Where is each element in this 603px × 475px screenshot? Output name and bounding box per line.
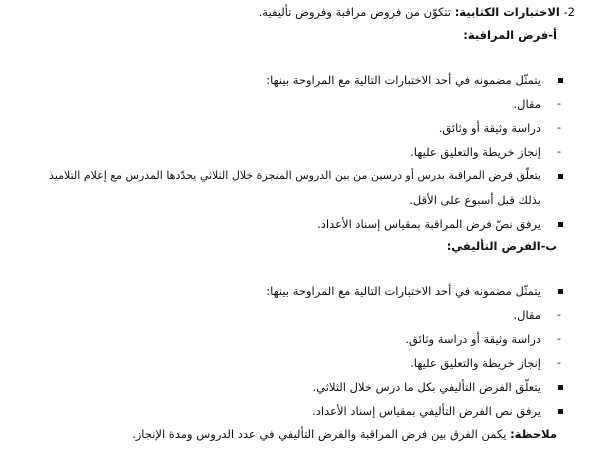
part-b-option-1: مقال. bbox=[513, 308, 541, 322]
part-a-option-2: دراسة وثيقة أو وثائق. bbox=[438, 121, 541, 135]
part-a-bullet2-line1: يتعلّق فرض المراقبة بدرس أو درسين من بين الدروس المنجزة خلال الثلاثي يحدّدها المدرس مع إعلام التلاميذ bbox=[49, 169, 541, 182]
part-a-bullet2-line bbox=[0, 166, 603, 186]
part-b-bullet1-line bbox=[0, 281, 603, 301]
dash-icon: - bbox=[557, 121, 561, 134]
dash-icon: - bbox=[557, 356, 561, 369]
part-b-option-2-line bbox=[0, 329, 603, 349]
part-b-option-3: إنجاز خريطة والتعليق عليها. bbox=[410, 356, 541, 370]
part-b-option-1-line bbox=[0, 305, 603, 325]
part-a-bullet1: يتمثّل مضمونه في أحد الاختبارات التالية مع المراوحة بينها: bbox=[266, 73, 541, 87]
part-a-option-3-line bbox=[0, 142, 603, 162]
bullet-icon bbox=[558, 281, 563, 301]
note-line bbox=[0, 424, 603, 444]
section-number: 2- bbox=[563, 5, 575, 19]
dash-icon: - bbox=[557, 332, 561, 345]
part-b-option-2: دراسة وثيقة أو دراسة وثائق. bbox=[405, 332, 541, 346]
part-b-option-3-line bbox=[0, 353, 603, 373]
part-b-bullet2: يتعلّق الفرض التأليفي بكل ما درس خلال الثلاثي. bbox=[312, 380, 541, 394]
part-b-bullet3-line bbox=[0, 401, 603, 421]
bullet-icon bbox=[558, 401, 563, 421]
section-line bbox=[0, 2, 603, 22]
bullet-icon bbox=[558, 70, 563, 90]
part-a-bullet2-line2: بذلك قبل أسبوع على الأقل. bbox=[409, 193, 541, 207]
dash-icon: - bbox=[557, 145, 561, 158]
part-a-heading: أ-فرض المراقبة: bbox=[463, 28, 557, 42]
part-a-bullet2-cont-line bbox=[0, 190, 603, 210]
dash-icon: - bbox=[557, 97, 561, 110]
part-b-heading-line bbox=[0, 236, 603, 256]
part-a-option-1: مقال. bbox=[513, 97, 541, 111]
part-a-option-3: إنجاز خريطة والتعليق عليها. bbox=[410, 145, 541, 159]
part-a-bullet3: يرفق نصّ فرض المراقبة بمقياس إسناد الأعداد. bbox=[317, 217, 541, 231]
part-a-heading-line bbox=[0, 25, 603, 45]
part-a-bullet1-line bbox=[0, 70, 603, 90]
bullet-icon bbox=[558, 166, 563, 186]
part-a-option-1-line bbox=[0, 94, 603, 114]
part-b-bullet3: يرفق نص الفرض التأليفي بمقياس إسناد الأعداد. bbox=[312, 404, 541, 418]
bullet-glyph-reference: ■ bbox=[0, 0, 1, 1]
dash-icon: - bbox=[557, 308, 561, 321]
part-b-bullet2-line bbox=[0, 377, 603, 397]
bullet-icon bbox=[558, 377, 563, 397]
part-a-bullet3-line bbox=[0, 214, 603, 234]
part-b-bullet1: يتمثّل مضمونه في أحد الاختبارات التالية مع المراوحة بينها: bbox=[266, 284, 541, 298]
part-a-option-2-line bbox=[0, 118, 603, 138]
section-title: الاختبارات الكتابية: bbox=[454, 5, 560, 19]
note-label: ملاحظة: bbox=[510, 427, 557, 441]
bullet-icon bbox=[558, 214, 563, 234]
note-text: يكمن الفرق بين فرض المراقبة والفرض التأليفي في عدد الدروس ومدة الإنجاز. bbox=[132, 427, 507, 441]
section-intro: تتكوّن من فروض مراقبة وفروض تأليفية. bbox=[258, 5, 452, 19]
part-b-heading: ب-الفرض التأليفي: bbox=[446, 239, 557, 253]
